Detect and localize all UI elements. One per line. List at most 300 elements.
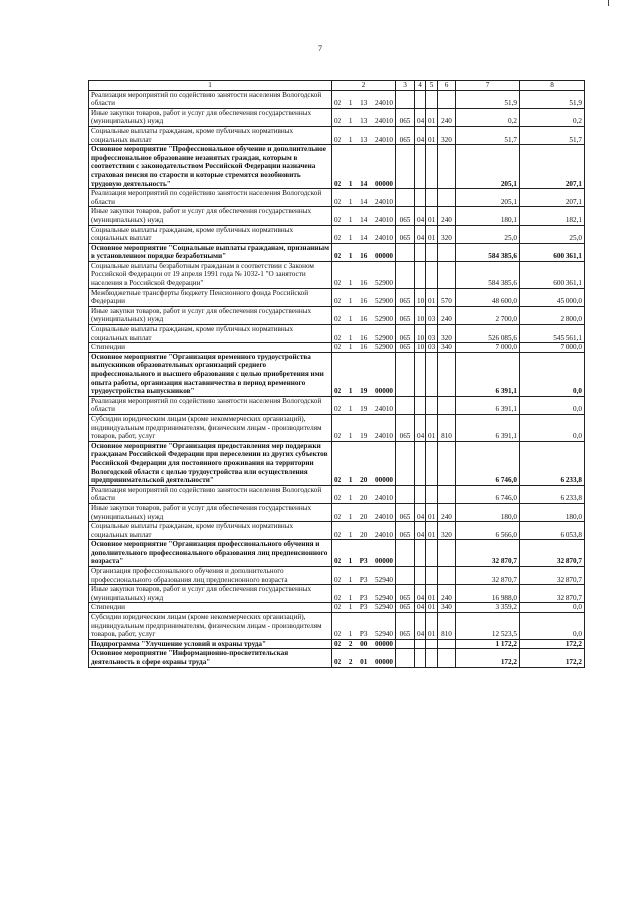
amount-col8: 180,0	[520, 503, 585, 521]
section-cell	[415, 189, 426, 207]
code-part: 24010	[375, 197, 393, 206]
code-part: 1	[348, 530, 353, 539]
subsection-cell: 01	[426, 613, 438, 640]
amount-col8: 0,0	[520, 396, 585, 414]
expense-type-cell: 240	[438, 503, 456, 521]
ministry-cell	[396, 352, 415, 396]
table-row	[89, 325, 585, 343]
section-cell: 04	[415, 225, 426, 243]
program-code	[334, 630, 393, 639]
code-part: 1	[348, 135, 353, 144]
amount-col8: 0,2	[520, 108, 585, 126]
code-part: 00000	[375, 658, 393, 666]
amount-col7: 0,2	[456, 108, 520, 126]
program-code	[334, 494, 393, 503]
ministry-cell: 065	[396, 343, 415, 353]
code-part: 1	[348, 197, 353, 206]
code-cell	[332, 189, 396, 207]
amount-col7: 51,7	[456, 126, 520, 144]
row-name: Основное мероприятие "Организация профессионального обучения и дополнительного профессионального образования лиц предпенсионного возраста"	[89, 540, 332, 567]
amount-col8: 0,0	[520, 352, 585, 396]
expense-type-cell	[438, 485, 456, 503]
amount-col7: 6 391,1	[456, 414, 520, 441]
amount-col7: 205,1	[456, 145, 520, 189]
code-cell	[332, 613, 396, 640]
row-name: Основное мероприятие "Профессиональное обучение и дополнительное профессиональное образование незанятых граждан, которым в соответствии с законодательством Российской Федерации назначена страховая пенсия по старости и которые стремятся возобновить трудовую деятельность"	[89, 145, 332, 189]
program-code	[334, 557, 393, 566]
expense-type-cell: 810	[438, 613, 456, 640]
ministry-cell	[396, 396, 415, 414]
code-part: 01	[360, 658, 368, 666]
header-cell: 5	[426, 81, 438, 91]
code-part: 00000	[375, 557, 393, 566]
amount-col7: 584 385,6	[456, 261, 520, 288]
amount-col8: 172,2	[520, 639, 585, 649]
ministry-cell	[396, 567, 415, 585]
code-part: 1	[348, 343, 353, 352]
amount-col8: 25,0	[520, 225, 585, 243]
subsection-cell	[426, 485, 438, 503]
table-row	[89, 352, 585, 396]
ministry-cell: 065	[396, 306, 415, 324]
code-part: 1	[348, 252, 353, 261]
code-part: 02	[334, 387, 342, 396]
code-cell	[332, 90, 396, 108]
header-cell: 6	[438, 81, 456, 91]
code-part: 1	[348, 603, 353, 612]
expense-type-cell	[438, 261, 456, 288]
amount-col7: 7 000,0	[456, 343, 520, 353]
table-row	[89, 613, 585, 640]
code-part: 13	[360, 135, 368, 144]
header-cell: 3	[396, 81, 415, 91]
row-name: Основное мероприятие "Организация предоставления мер поддержки гражданам Российской Федерации при переселении из других субъектов Российской Федерации для постоянного проживания на территории Вологодской области с целью трудоустройства или осуществления предпринимательской деятельности"	[89, 441, 332, 485]
table-row	[89, 585, 585, 603]
section-cell	[415, 649, 426, 667]
code-part: 24010	[375, 234, 393, 243]
corner-mark	[608, 0, 609, 6]
ministry-cell: 065	[396, 585, 415, 603]
program-code	[334, 252, 393, 261]
program-code	[334, 315, 393, 324]
expense-type-cell: 240	[438, 306, 456, 324]
code-cell	[332, 261, 396, 288]
code-part: 52940	[375, 603, 393, 612]
amount-col8: 0,0	[520, 603, 585, 613]
code-cell	[332, 649, 396, 667]
section-cell: 04	[415, 503, 426, 521]
program-code	[334, 476, 393, 485]
section-cell	[415, 396, 426, 414]
section-cell: 04	[415, 414, 426, 441]
ministry-cell: 065	[396, 603, 415, 613]
code-cell	[332, 540, 396, 567]
code-cell	[332, 288, 396, 306]
code-cell	[332, 603, 396, 613]
code-part: 02	[334, 297, 342, 306]
code-part: 20	[360, 476, 368, 485]
section-cell	[415, 243, 426, 261]
program-code	[334, 216, 393, 225]
expense-type-cell	[438, 540, 456, 567]
code-part: 20	[360, 530, 368, 539]
table-row	[89, 90, 585, 108]
code-part: 19	[360, 387, 368, 396]
code-part: 13	[360, 117, 368, 126]
amount-col8: 207,1	[520, 145, 585, 189]
section-cell: 10	[415, 343, 426, 353]
ministry-cell: 065	[396, 288, 415, 306]
subsection-cell	[426, 567, 438, 585]
code-part: 24010	[375, 135, 393, 144]
expense-type-cell	[438, 567, 456, 585]
code-cell	[332, 343, 396, 353]
row-name: Реализация мероприятий по содействию занятости населения Вологодской области	[89, 189, 332, 207]
code-part: 16	[360, 279, 368, 288]
amount-col7: 2 700,0	[456, 306, 520, 324]
ministry-cell: 065	[396, 414, 415, 441]
code-part: 52900	[375, 343, 393, 352]
program-code	[334, 513, 393, 522]
code-cell	[332, 243, 396, 261]
code-part: P3	[359, 593, 368, 602]
subsection-cell	[426, 261, 438, 288]
ministry-cell: 065	[396, 503, 415, 521]
amount-col8: 51,7	[520, 126, 585, 144]
code-part: 00	[360, 639, 368, 648]
ministry-cell: 065	[396, 108, 415, 126]
ministry-cell	[396, 485, 415, 503]
ministry-cell	[396, 441, 415, 485]
table-row	[89, 503, 585, 521]
subsection-cell: 01	[426, 126, 438, 144]
amount-col8: 0,0	[520, 613, 585, 640]
row-name: Подпрограмма "Улучшение условий и охраны труда"	[89, 639, 332, 649]
amount-col7: 584 385,6	[456, 243, 520, 261]
header-cell: 7	[456, 81, 520, 91]
section-cell	[415, 145, 426, 189]
code-part: 02	[334, 512, 342, 521]
code-part: 02	[334, 99, 342, 108]
row-name: Стипендии	[89, 603, 332, 613]
amount-col7: 526 085,6	[456, 325, 520, 343]
code-part: 14	[360, 179, 368, 188]
table-row	[89, 639, 585, 649]
amount-col8: 545 561,1	[520, 325, 585, 343]
row-name: Реализация мероприятий по содействию занятости населения Вологодской области	[89, 396, 332, 414]
program-code	[334, 136, 393, 145]
table-row	[89, 649, 585, 667]
code-part: 16	[360, 343, 368, 352]
code-cell	[332, 585, 396, 603]
table-row	[89, 189, 585, 207]
code-part: 02	[334, 215, 342, 224]
section-cell	[415, 639, 426, 649]
program-code	[334, 576, 393, 585]
amount-col7: 1 172,2	[456, 639, 520, 649]
table-row	[89, 396, 585, 414]
code-part: 1	[348, 387, 353, 396]
code-part: 1	[348, 99, 353, 108]
code-cell	[332, 396, 396, 414]
row-name: Иные закупки товаров, работ и услуг для обеспечения государственных (муниципальных) нужд	[89, 108, 332, 126]
table-row	[89, 441, 585, 485]
code-part: 1	[348, 405, 353, 414]
ministry-cell	[396, 243, 415, 261]
amount-col7: 32 870,7	[456, 567, 520, 585]
code-part: 00000	[375, 387, 393, 396]
header-cell: 4	[415, 81, 426, 91]
expense-type-cell: 240	[438, 585, 456, 603]
expense-type-cell	[438, 396, 456, 414]
section-cell: 10	[415, 306, 426, 324]
amount-col7: 205,1	[456, 189, 520, 207]
code-part: 1	[348, 297, 353, 306]
amount-col7: 48 600,0	[456, 288, 520, 306]
code-cell	[332, 225, 396, 243]
ministry-cell: 065	[396, 325, 415, 343]
code-part: 1	[348, 593, 353, 602]
code-part: 24010	[375, 432, 393, 441]
code-part: 02	[334, 279, 342, 288]
subsection-cell: 03	[426, 306, 438, 324]
amount-col7: 6 746,0	[456, 485, 520, 503]
amount-col8: 6 233,8	[520, 485, 585, 503]
expense-type-cell	[438, 145, 456, 189]
code-part: 02	[334, 343, 342, 352]
code-part: P3	[359, 630, 368, 639]
expense-type-cell	[438, 243, 456, 261]
section-cell	[415, 90, 426, 108]
code-part: 13	[360, 99, 368, 108]
amount-col7: 180,0	[456, 503, 520, 521]
subsection-cell: 01	[426, 225, 438, 243]
code-part: 02	[334, 630, 342, 639]
ministry-cell: 065	[396, 522, 415, 540]
table-row	[89, 225, 585, 243]
code-part: 02	[334, 315, 342, 324]
ministry-cell	[396, 540, 415, 567]
row-name: Социальные выплаты безработным гражданам в соответствии с Законом Российской Федерации от 19 апреля 1991 года № 1032-1 "О занятости населения в Российской Федерации"	[89, 261, 332, 288]
program-code	[334, 234, 393, 243]
code-part: 2	[348, 639, 353, 648]
code-cell	[332, 503, 396, 521]
code-part: 19	[360, 432, 368, 441]
program-code	[334, 117, 393, 126]
amount-col8: 182,1	[520, 207, 585, 225]
subsection-cell: 01	[426, 522, 438, 540]
section-cell: 04	[415, 603, 426, 613]
row-name: Реализация мероприятий по содействию занятости населения Вологодской области	[89, 90, 332, 108]
code-cell	[332, 522, 396, 540]
amount-col8: 45 000,0	[520, 288, 585, 306]
amount-col7: 172,2	[456, 649, 520, 667]
subsection-cell: 01	[426, 503, 438, 521]
code-part: 02	[334, 333, 342, 342]
code-cell	[332, 414, 396, 441]
ministry-cell	[396, 261, 415, 288]
amount-col8: 32 870,7	[520, 540, 585, 567]
expense-type-cell: 320	[438, 325, 456, 343]
code-part: 19	[360, 405, 368, 414]
code-part: 16	[360, 252, 368, 261]
row-name: Организация профессионального обучения и дополнительного профессионального образования лиц предпенсионного возраста	[89, 567, 332, 585]
table-body	[89, 81, 585, 668]
header-cell: 8	[520, 81, 585, 91]
code-part: 2	[348, 658, 353, 666]
program-code	[334, 334, 393, 343]
code-part: 1	[348, 575, 353, 584]
subsection-cell: 03	[426, 325, 438, 343]
code-part: 02	[334, 179, 342, 188]
expense-type-cell: 340	[438, 603, 456, 613]
program-code	[334, 658, 393, 667]
code-part: 02	[334, 234, 342, 243]
code-part: 1	[348, 494, 353, 503]
table-row	[89, 126, 585, 144]
row-name: Иные закупки товаров, работ и услуг для обеспечения государственных (муниципальных) нужд	[89, 585, 332, 603]
amount-col8: 51,9	[520, 90, 585, 108]
subsection-cell	[426, 145, 438, 189]
section-cell: 10	[415, 325, 426, 343]
code-part: 52900	[375, 333, 393, 342]
section-cell: 04	[415, 126, 426, 144]
table-row	[89, 207, 585, 225]
code-part: 02	[334, 593, 342, 602]
code-part: 02	[334, 405, 342, 414]
ministry-cell: 065	[396, 207, 415, 225]
code-part: 1	[348, 215, 353, 224]
header-row	[89, 81, 585, 91]
program-code	[334, 343, 393, 352]
header-cell: 2	[332, 81, 396, 91]
ministry-cell	[396, 649, 415, 667]
table-row	[89, 485, 585, 503]
code-part: P3	[359, 557, 368, 566]
code-part: 02	[334, 252, 342, 261]
section-cell	[415, 261, 426, 288]
code-part: P3	[359, 603, 368, 612]
table-row	[89, 288, 585, 306]
code-part: 02	[334, 135, 342, 144]
code-part: 00000	[375, 639, 393, 648]
header-cell: 1	[89, 81, 332, 91]
subsection-cell	[426, 639, 438, 649]
amount-col8: 600 361,1	[520, 261, 585, 288]
code-part: 52940	[375, 575, 393, 584]
subsection-cell	[426, 540, 438, 567]
section-cell: 04	[415, 522, 426, 540]
amount-col7: 6 746,0	[456, 441, 520, 485]
code-part: 1	[348, 279, 353, 288]
code-part: 00000	[375, 179, 393, 188]
code-cell	[332, 567, 396, 585]
amount-col7: 16 988,0	[456, 585, 520, 603]
table-row	[89, 243, 585, 261]
subsection-cell	[426, 189, 438, 207]
subsection-cell: 01	[426, 603, 438, 613]
code-cell	[332, 441, 396, 485]
code-part: 52940	[375, 630, 393, 639]
row-name: Реализация мероприятий по содействию занятости населения Вологодской области	[89, 485, 332, 503]
code-part: 02	[334, 432, 342, 441]
expense-type-cell: 320	[438, 522, 456, 540]
table-row	[89, 108, 585, 126]
code-part: 1	[348, 315, 353, 324]
code-part: 1	[348, 333, 353, 342]
program-code	[334, 594, 393, 603]
section-cell: 10	[415, 288, 426, 306]
expense-type-cell	[438, 649, 456, 667]
code-cell	[332, 126, 396, 144]
amount-col8: 0,0	[520, 414, 585, 441]
code-part: 1	[348, 117, 353, 126]
amount-col8: 600 361,1	[520, 243, 585, 261]
subsection-cell: 01	[426, 207, 438, 225]
row-name: Основное мероприятие "Организация временного трудоустройства выпускников образовательных организаций среднего профессионального и высшего образования с целью приобретения ими опыта работы, организация наставничества в период временного трудоустройства выпускников"	[89, 352, 332, 396]
row-name: Социальные выплаты гражданам, кроме публичных нормативных социальных выплат	[89, 225, 332, 243]
section-cell	[415, 352, 426, 396]
expense-type-cell: 320	[438, 126, 456, 144]
program-code	[334, 640, 393, 649]
program-code	[334, 297, 393, 306]
page-number: 7	[318, 44, 322, 53]
subsection-cell	[426, 441, 438, 485]
row-name: Социальные выплаты гражданам, кроме публичных нормативных социальных выплат	[89, 325, 332, 343]
ministry-cell	[396, 639, 415, 649]
code-part: 24010	[375, 99, 393, 108]
code-cell	[332, 325, 396, 343]
expense-type-cell: 320	[438, 225, 456, 243]
code-part: 02	[334, 197, 342, 206]
subsection-cell	[426, 90, 438, 108]
row-name: Социальные выплаты гражданам, кроме публичных нормативных социальных выплат	[89, 126, 332, 144]
code-part: 00000	[375, 252, 393, 261]
ministry-cell	[396, 90, 415, 108]
code-part: 02	[334, 575, 342, 584]
code-part: 1	[348, 179, 353, 188]
expense-type-cell	[438, 90, 456, 108]
subsection-cell: 01	[426, 288, 438, 306]
code-part: 14	[360, 215, 368, 224]
code-part: 52900	[375, 279, 393, 288]
program-code	[334, 405, 393, 414]
amount-col8: 2 800,0	[520, 306, 585, 324]
ministry-cell	[396, 189, 415, 207]
expense-type-cell: 340	[438, 343, 456, 353]
amount-col7: 32 870,7	[456, 540, 520, 567]
table-row	[89, 306, 585, 324]
subsection-cell	[426, 243, 438, 261]
section-cell	[415, 540, 426, 567]
row-name: Межбюджетные трансферты бюджету Пенсионного фонда Российской Федерации	[89, 288, 332, 306]
ministry-cell: 065	[396, 613, 415, 640]
table-row	[89, 414, 585, 441]
code-part: 24010	[375, 494, 393, 503]
amount-col7: 12 523,5	[456, 613, 520, 640]
code-cell	[332, 306, 396, 324]
expense-type-cell: 240	[438, 207, 456, 225]
section-cell: 04	[415, 108, 426, 126]
code-part: 52900	[375, 297, 393, 306]
subsection-cell	[426, 352, 438, 396]
expense-type-cell: 240	[438, 108, 456, 126]
table-row	[89, 567, 585, 585]
amount-col8: 32 870,7	[520, 585, 585, 603]
row-name: Иные закупки товаров, работ и услуг для обеспечения государственных (муниципальных) нужд	[89, 503, 332, 521]
code-part: 24010	[375, 512, 393, 521]
amount-col8: 7 000,0	[520, 343, 585, 353]
